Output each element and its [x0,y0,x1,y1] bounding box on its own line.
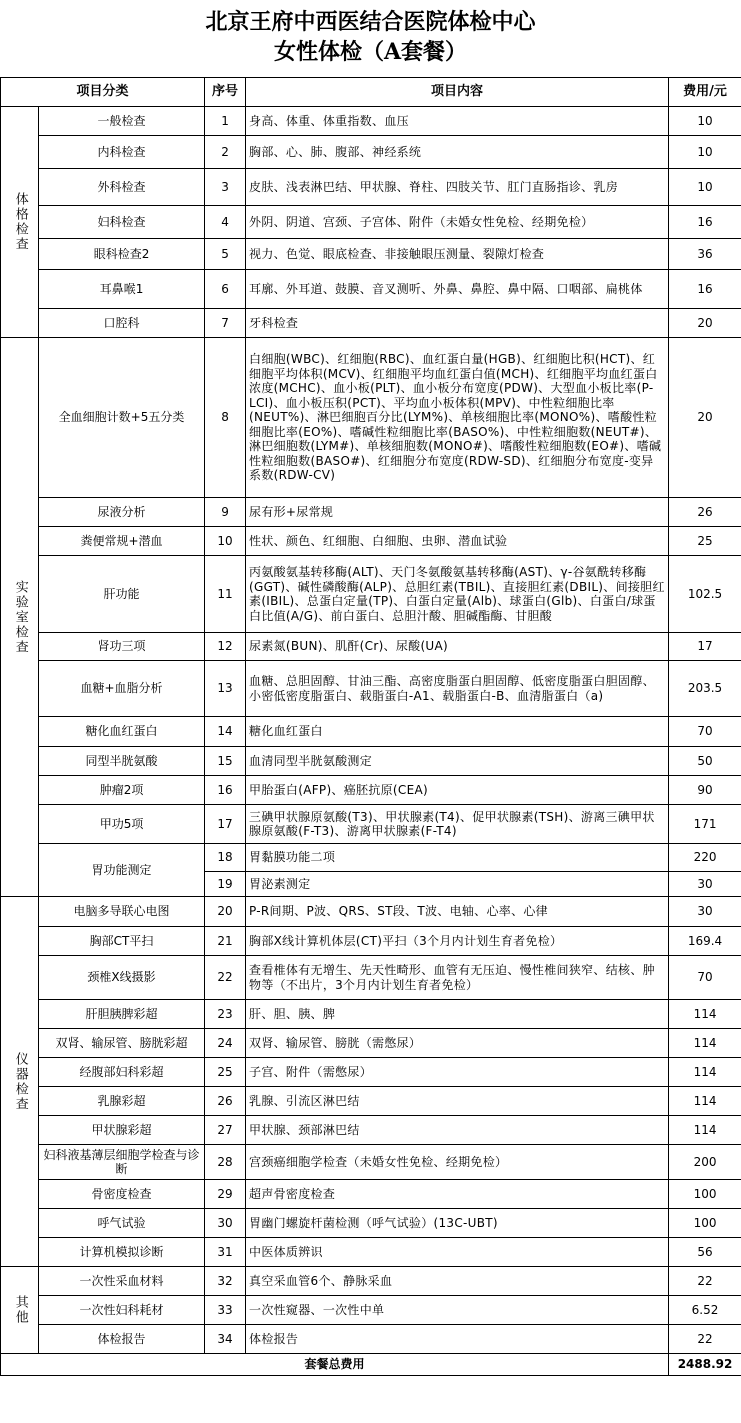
item-index: 12 [205,633,246,661]
table-row [1,661,741,717]
item-fee: 220 [669,844,741,872]
item-name: 计算机模拟诊断 [39,1238,205,1267]
item-fee: 16 [669,270,741,309]
item-index: 20 [205,897,246,927]
item-fee: 90 [669,776,741,805]
item-name: 血糖+血脂分析 [39,661,205,717]
item-index: 24 [205,1029,246,1058]
item-content: 血清同型半胱氨酸测定 [246,747,669,776]
item-fee: 114 [669,1000,741,1029]
item-name: 甲功5项 [39,805,205,844]
item-fee: 169.4 [669,927,741,956]
item-name: 呼气试验 [39,1209,205,1238]
item-name: 胃功能测定 [39,844,205,897]
item-index: 21 [205,927,246,956]
item-index: 15 [205,747,246,776]
group-label: 体格检查 [1,107,39,338]
item-index: 9 [205,498,246,527]
item-content: 糖化血红蛋白 [246,717,669,747]
header-category: 项目分类 [1,78,205,107]
item-index: 4 [205,206,246,239]
item-fee: 22 [669,1267,741,1296]
total-row [1,1354,741,1376]
item-name: 经腹部妇科彩超 [39,1058,205,1087]
item-index: 22 [205,956,246,1000]
item-name: 肝功能 [39,556,205,633]
item-name: 一次性妇科耗材 [39,1296,205,1325]
table-row [1,556,741,633]
table-row [1,498,741,527]
item-name: 胸部CT平扫 [39,927,205,956]
table-row [1,1058,741,1087]
item-index: 25 [205,1058,246,1087]
item-fee: 20 [669,309,741,338]
item-index: 6 [205,270,246,309]
table-row [1,1087,741,1116]
item-content: 外阴、阴道、宫颈、子宫体、附件（未婚女性免检、经期免检） [246,206,669,239]
item-fee: 25 [669,527,741,556]
item-index: 23 [205,1000,246,1029]
item-name: 双肾、输尿管、膀胱彩超 [39,1029,205,1058]
item-content: 宫颈癌细胞学检查（未婚女性免检、经期免检） [246,1145,669,1180]
total-value: 2488.92 [669,1354,741,1376]
item-fee: 70 [669,956,741,1000]
item-name: 妇科液基薄层细胞学检查与诊断 [39,1145,205,1180]
item-fee: 30 [669,872,741,897]
item-fee: 114 [669,1087,741,1116]
table-row [1,1209,741,1238]
item-content: 查看椎体有无增生、先天性畸形、血管有无压迫、慢性椎间狭窄、结核、肿物等（不出片，3个月内计划生育者免检） [246,956,669,1000]
item-name: 全血细胞计数+5五分类 [39,338,205,498]
table-row [1,1116,741,1145]
table-row [1,1296,741,1325]
item-name: 颈椎X线摄影 [39,956,205,1000]
item-content: 视力、色觉、眼底检查、非接触眼压测量、裂隙灯检查 [246,239,669,270]
page-subtitle: 女性体检（A套餐） [273,39,468,65]
item-index: 27 [205,1116,246,1145]
item-fee: 200 [669,1145,741,1180]
item-content: 皮肤、浅表淋巴结、甲状腺、脊柱、四肢关节、肛门直肠指诊、乳房 [246,169,669,206]
title-block [0,0,741,76]
item-index: 14 [205,717,246,747]
price-table [0,77,741,1376]
item-name: 体检报告 [39,1325,205,1354]
table-body [1,107,741,1376]
group-label: 其他 [1,1267,39,1354]
item-fee: 30 [669,897,741,927]
table-row [1,1145,741,1180]
item-name: 内科检查 [39,136,205,169]
item-content: 胃幽门螺旋杆菌检测（呼气试验）(13C-UBT) [246,1209,669,1238]
item-content: 真空采血管6个、静脉采血 [246,1267,669,1296]
item-content: P-R间期、P波、QRS、ST段、T波、电轴、心率、心律 [246,897,669,927]
item-content: 胃黏膜功能二项 [246,844,669,872]
item-fee: 10 [669,169,741,206]
item-fee: 10 [669,136,741,169]
item-index: 7 [205,309,246,338]
item-fee: 36 [669,239,741,270]
item-content: 白细胞(WBC)、红细胞(RBC)、血红蛋白量(HGB)、红细胞比积(HCT)、红细胞平均体积(MCV)、红细胞平均血红蛋白值(MCH)、红细胞平均血红蛋白浓度(MCHC)、血小板(PLT)、血小板分布宽度(PDW)、大型血小板比率(P-LCI)、血小板压积(PCT)、平均血小板体积(MPV)、中性粒细胞比率(NEUT%)、淋巴细胞百分比(LYM%)、单核细胞比率(MONO%)、嗜酸性粒细胞比率(EO%)、嗜碱性粒细胞比率(BASO%)、中性粒细胞数(NEUT#)、淋巴细胞数(LYM#)、单核细胞数(MONO#)、嗜酸性粒细胞数(EO#)、嗜碱性粒细胞数(BASO#)、红细胞分布宽度(RDW-SD)、红细胞分布宽度-变异系数(RDW-CV) [246,338,669,498]
item-content: 甲胎蛋白(AFP)、癌胚抗原(CEA) [246,776,669,805]
item-name: 肾功三项 [39,633,205,661]
item-content: 中医体质辨识 [246,1238,669,1267]
item-index: 19 [205,872,246,897]
item-fee: 171 [669,805,741,844]
group-label: 实验室检查 [1,338,39,897]
item-index: 18 [205,844,246,872]
item-index: 29 [205,1180,246,1209]
item-index: 1 [205,107,246,136]
table-row [1,956,741,1000]
item-name: 口腔科 [39,309,205,338]
item-fee: 114 [669,1058,741,1087]
item-index: 11 [205,556,246,633]
item-content: 双肾、输尿管、膀胱（需憋尿） [246,1029,669,1058]
item-index: 26 [205,1087,246,1116]
table-row [1,169,741,206]
item-name: 一次性采血材料 [39,1267,205,1296]
item-index: 31 [205,1238,246,1267]
table-row [1,717,741,747]
table-row [1,1000,741,1029]
page-title: 北京王府中西医结合医院体检中心 [205,9,536,35]
table-row [1,633,741,661]
table-row [1,844,741,872]
table-row [1,206,741,239]
item-content: 尿素氮(BUN)、肌酐(Cr)、尿酸(UA) [246,633,669,661]
item-content: 丙氨酸氨基转移酶(ALT)、天门冬氨酸氨基转移酶(AST)、γ-谷氨酰转移酶(GGT)、碱性磷酸酶(ALP)、总胆红素(TBIL)、直接胆红素(DBIL)、间接胆红素(IBIL)、总蛋白定量(TP)、白蛋白定量(Alb)、球蛋白(Glb)、白蛋白/球蛋白比值(A/G)、前白蛋白、总胆汁酸、胆碱酯酶、甘胆酸 [246,556,669,633]
table-row [1,239,741,270]
item-fee: 26 [669,498,741,527]
item-index: 28 [205,1145,246,1180]
item-fee: 203.5 [669,661,741,717]
item-content: 血糖、总胆固醇、甘油三酯、高密度脂蛋白胆固醇、低密度脂蛋白胆固醇、小密低密度脂蛋白、载脂蛋白-A1、载脂蛋白-B、血清脂蛋白（a) [246,661,669,717]
item-name: 电脑多导联心电图 [39,897,205,927]
item-content: 胸部X线计算机体层(CT)平扫（3个月内计划生育者免检） [246,927,669,956]
item-content: 牙科检查 [246,309,669,338]
item-fee: 100 [669,1209,741,1238]
table-row [1,107,741,136]
table-row [1,1180,741,1209]
item-content: 尿有形+尿常规 [246,498,669,527]
item-fee: 22 [669,1325,741,1354]
item-name: 尿液分析 [39,498,205,527]
item-name: 同型半胱氨酸 [39,747,205,776]
item-fee: 56 [669,1238,741,1267]
item-name: 耳鼻喉1 [39,270,205,309]
item-content: 胸部、心、肺、腹部、神经系统 [246,136,669,169]
item-name: 乳腺彩超 [39,1087,205,1116]
table-row [1,527,741,556]
item-content: 身高、体重、体重指数、血压 [246,107,669,136]
item-fee: 70 [669,717,741,747]
table-header-row [1,78,741,107]
group-label: 仪器检查 [1,897,39,1267]
total-label: 套餐总费用 [1,1354,669,1376]
header-index: 序号 [205,78,246,107]
item-index: 17 [205,805,246,844]
item-content: 体检报告 [246,1325,669,1354]
item-content: 超声骨密度检查 [246,1180,669,1209]
item-index: 10 [205,527,246,556]
item-fee: 16 [669,206,741,239]
table-row [1,1325,741,1354]
item-index: 34 [205,1325,246,1354]
item-index: 8 [205,338,246,498]
item-index: 32 [205,1267,246,1296]
item-fee: 6.52 [669,1296,741,1325]
item-index: 3 [205,169,246,206]
table-row [1,1029,741,1058]
item-content: 甲状腺、颈部淋巴结 [246,1116,669,1145]
table-row [1,805,741,844]
item-name: 妇科检查 [39,206,205,239]
item-content: 乳腺、引流区淋巴结 [246,1087,669,1116]
item-index: 30 [205,1209,246,1238]
item-fee: 50 [669,747,741,776]
item-name: 眼科检查2 [39,239,205,270]
item-name: 甲状腺彩超 [39,1116,205,1145]
table-row [1,338,741,498]
item-fee: 17 [669,633,741,661]
item-fee: 114 [669,1029,741,1058]
table-row [1,897,741,927]
header-fee: 费用/元 [669,78,741,107]
item-index: 33 [205,1296,246,1325]
item-name: 肿瘤2项 [39,776,205,805]
table-row [1,1267,741,1296]
item-index: 5 [205,239,246,270]
table-row [1,747,741,776]
table-row [1,1238,741,1267]
item-content: 一次性窥器、一次性中单 [246,1296,669,1325]
item-content: 三碘甲状腺原氨酸(T3)、甲状腺素(T4)、促甲状腺素(TSH)、游离三碘甲状腺原氨酸(F-T3)、游离甲状腺素(F-T4) [246,805,669,844]
item-index: 16 [205,776,246,805]
item-fee: 102.5 [669,556,741,633]
header-content: 项目内容 [246,78,669,107]
item-name: 一般检查 [39,107,205,136]
item-fee: 100 [669,1180,741,1209]
table-row [1,927,741,956]
table-row [1,309,741,338]
item-fee: 114 [669,1116,741,1145]
item-name: 肝胆胰脾彩超 [39,1000,205,1029]
item-name: 粪便常规+潜血 [39,527,205,556]
item-content: 耳廓、外耳道、鼓膜、音叉测听、外鼻、鼻腔、鼻中隔、口咽部、扁桃体 [246,270,669,309]
item-content: 胃泌素测定 [246,872,669,897]
item-index: 13 [205,661,246,717]
table-row [1,776,741,805]
item-fee: 20 [669,338,741,498]
item-content: 肝、胆、胰、脾 [246,1000,669,1029]
item-content: 性状、颜色、红细胞、白细胞、虫卵、潜血试验 [246,527,669,556]
item-name: 外科检查 [39,169,205,206]
item-name: 骨密度检查 [39,1180,205,1209]
item-index: 2 [205,136,246,169]
table-row [1,270,741,309]
table-row [1,136,741,169]
item-name: 糖化血红蛋白 [39,717,205,747]
item-fee: 10 [669,107,741,136]
item-content: 子宫、附件（需憋尿） [246,1058,669,1087]
